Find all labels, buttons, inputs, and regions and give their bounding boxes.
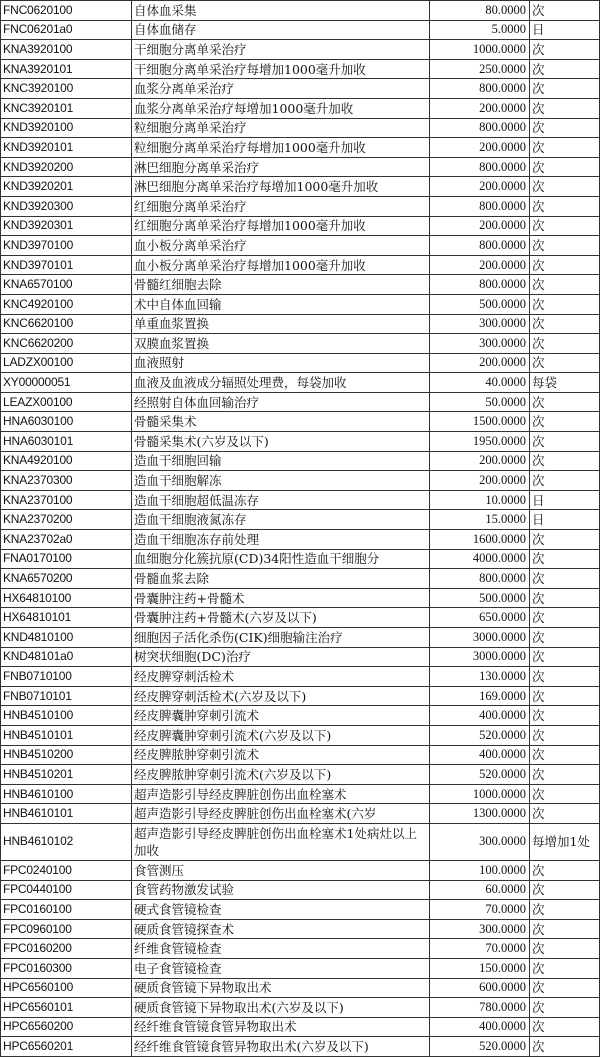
item-code-cell: KNA3920101 [1, 59, 132, 79]
item-price-cell: 10.0000 [430, 490, 530, 510]
item-unit-cell: 次 [530, 451, 600, 471]
table-row [1, 373, 600, 393]
item-code-cell: LADZX00100 [1, 353, 132, 373]
item-price-cell: 250.0000 [430, 59, 530, 79]
table-row [1, 20, 600, 40]
table-row [1, 1017, 600, 1037]
item-unit-cell: 次 [530, 334, 600, 354]
item-price-cell: 200.0000 [430, 471, 530, 491]
item-price-cell: 1950.0000 [430, 432, 530, 452]
table-row [1, 471, 600, 491]
item-name-cell: 经皮脾穿刺活检术 [132, 667, 430, 687]
item-price-cell: 200.0000 [430, 138, 530, 158]
item-code-cell: FNB0710100 [1, 667, 132, 687]
table-row [1, 919, 600, 939]
item-unit-cell: 次 [530, 667, 600, 687]
item-code-cell: HNB4510200 [1, 745, 132, 765]
table-row [1, 569, 600, 589]
item-unit-cell: 次 [530, 549, 600, 569]
item-unit-cell: 次 [530, 412, 600, 432]
item-unit-cell: 次 [530, 900, 600, 920]
item-unit-cell: 次 [530, 686, 600, 706]
item-unit-cell: 次 [530, 804, 600, 824]
table-row [1, 900, 600, 920]
table-row [1, 880, 600, 900]
item-code-cell: FPC0960100 [1, 919, 132, 939]
item-code-cell: KND3920101 [1, 138, 132, 158]
item-name-cell: 粒细胞分离单采治疗 [132, 118, 430, 138]
item-price-cell: 800.0000 [430, 79, 530, 99]
item-code-cell: HPC6560101 [1, 998, 132, 1018]
table-row [1, 40, 600, 60]
item-name-cell: 骨髓采集术(六岁及以下) [132, 432, 430, 452]
item-name-cell: 超声造影引导经皮脾脏创伤出血栓塞术 [132, 784, 430, 804]
item-unit-cell: 次 [530, 392, 600, 412]
item-price-cell: 500.0000 [430, 294, 530, 314]
item-price-cell: 800.0000 [430, 118, 530, 138]
item-unit-cell: 次 [530, 353, 600, 373]
item-price-cell: 800.0000 [430, 157, 530, 177]
item-name-cell: 自体血储存 [132, 20, 430, 40]
item-name-cell: 造血干细胞超低温冻存 [132, 490, 430, 510]
table-row [1, 860, 600, 880]
table-row [1, 118, 600, 138]
item-unit-cell: 次 [530, 530, 600, 550]
item-name-cell: 经纤维食管镜食管异物取出术(六岁及以下) [132, 1037, 430, 1057]
item-price-cell: 200.0000 [430, 98, 530, 118]
table-row [1, 275, 600, 295]
item-price-cell: 300.0000 [430, 314, 530, 334]
item-name-cell: 骨囊肿注药+骨髓术 [132, 588, 430, 608]
item-code-cell: KNC4920100 [1, 294, 132, 314]
item-code-cell: FNB0710101 [1, 686, 132, 706]
table-row [1, 98, 600, 118]
table-row [1, 706, 600, 726]
table-row [1, 549, 600, 569]
item-price-cell: 300.0000 [430, 823, 530, 860]
item-name-cell: 造血干细胞回输 [132, 451, 430, 471]
item-code-cell: HPC6560201 [1, 1037, 132, 1057]
item-price-cell: 100.0000 [430, 860, 530, 880]
item-price-cell: 800.0000 [430, 569, 530, 589]
item-unit-cell: 次 [530, 59, 600, 79]
item-code-cell: HX64810101 [1, 608, 132, 628]
item-unit-cell: 次 [530, 588, 600, 608]
item-unit-cell: 每增加1处 [530, 823, 600, 860]
item-code-cell: HNB4510201 [1, 765, 132, 785]
table-row [1, 236, 600, 256]
item-unit-cell: 次 [530, 1037, 600, 1057]
item-unit-cell: 次 [530, 196, 600, 216]
item-unit-cell: 次 [530, 471, 600, 491]
item-unit-cell: 次 [530, 177, 600, 197]
item-code-cell: FNA0170100 [1, 549, 132, 569]
item-code-cell: KNA6570200 [1, 569, 132, 589]
table-row [1, 157, 600, 177]
item-price-cell: 1300.0000 [430, 804, 530, 824]
item-name-cell: 纤维食管镜检查 [132, 939, 430, 959]
item-name-cell: 硬质食管镜探查术 [132, 919, 430, 939]
item-name-cell: 经皮脾脓肿穿刺引流术 [132, 745, 430, 765]
item-name-cell: 食管测压 [132, 860, 430, 880]
item-unit-cell: 次 [530, 138, 600, 158]
table-row [1, 510, 600, 530]
item-name-cell: 经照射自体血回输治疗 [132, 392, 430, 412]
item-code-cell: FNC0620100 [1, 1, 132, 21]
item-name-cell: 骨髓采集术 [132, 412, 430, 432]
item-name-cell: 血液及血液成分辐照处理费，每袋加收 [132, 373, 430, 393]
table-row [1, 412, 600, 432]
table-row [1, 1, 600, 21]
item-price-cell: 800.0000 [430, 196, 530, 216]
item-unit-cell: 次 [530, 118, 600, 138]
item-name-cell: 血浆分离单采治疗 [132, 79, 430, 99]
item-name-cell: 双膜血浆置换 [132, 334, 430, 354]
item-name-cell: 自体血采集 [132, 1, 430, 21]
item-price-cell: 50.0000 [430, 392, 530, 412]
item-price-cell: 1000.0000 [430, 784, 530, 804]
item-price-cell: 40.0000 [430, 373, 530, 393]
item-unit-cell: 次 [530, 255, 600, 275]
item-unit-cell: 次 [530, 958, 600, 978]
table-row [1, 588, 600, 608]
item-name-cell: 经纤维食管镜食管异物取出术 [132, 1017, 430, 1037]
item-price-cell: 780.0000 [430, 998, 530, 1018]
item-code-cell: KND3920200 [1, 157, 132, 177]
item-unit-cell: 次 [530, 216, 600, 236]
table-row [1, 686, 600, 706]
item-name-cell: 粒细胞分离单采治疗每增加1000毫升加收 [132, 138, 430, 158]
item-price-cell: 3000.0000 [430, 628, 530, 648]
item-name-cell: 术中自体血回输 [132, 294, 430, 314]
item-name-cell: 硬质食管镜下异物取出术 [132, 978, 430, 998]
item-unit-cell: 次 [530, 294, 600, 314]
item-code-cell: KNC6620200 [1, 334, 132, 354]
item-unit-cell: 次 [530, 1017, 600, 1037]
item-code-cell: FPC0160100 [1, 900, 132, 920]
item-price-cell: 80.0000 [430, 1, 530, 21]
item-price-cell: 800.0000 [430, 275, 530, 295]
item-name-cell: 红细胞分离单采治疗每增加1000毫升加收 [132, 216, 430, 236]
item-name-cell: 血小板分离单采治疗每增加1000毫升加收 [132, 255, 430, 275]
item-unit-cell: 次 [530, 608, 600, 628]
item-price-cell: 3000.0000 [430, 647, 530, 667]
item-code-cell: HNB4610100 [1, 784, 132, 804]
table-row [1, 998, 600, 1018]
item-name-cell: 树突状细胞(DC)治疗 [132, 647, 430, 667]
item-price-cell: 300.0000 [430, 919, 530, 939]
item-price-cell: 200.0000 [430, 353, 530, 373]
item-price-cell: 520.0000 [430, 765, 530, 785]
item-price-cell: 70.0000 [430, 939, 530, 959]
table-row [1, 667, 600, 687]
item-price-cell: 169.0000 [430, 686, 530, 706]
item-unit-cell: 次 [530, 939, 600, 959]
item-code-cell: KND3920301 [1, 216, 132, 236]
item-unit-cell: 次 [530, 706, 600, 726]
item-price-cell: 500.0000 [430, 588, 530, 608]
table-row [1, 432, 600, 452]
item-name-cell: 造血干细胞解冻 [132, 471, 430, 491]
item-code-cell: KND48101a0 [1, 647, 132, 667]
item-price-cell: 1000.0000 [430, 40, 530, 60]
item-price-cell: 15.0000 [430, 510, 530, 530]
item-name-cell: 淋巴细胞分离单采治疗每增加1000毫升加收 [132, 177, 430, 197]
item-name-cell: 食管药物激发试验 [132, 880, 430, 900]
item-code-cell: KNA2370100 [1, 490, 132, 510]
item-name-cell: 造血干细胞液氮冻存 [132, 510, 430, 530]
table-row [1, 608, 600, 628]
item-code-cell: KNC6620100 [1, 314, 132, 334]
item-unit-cell: 次 [530, 647, 600, 667]
item-code-cell: HNB4610102 [1, 823, 132, 860]
item-price-cell: 800.0000 [430, 236, 530, 256]
item-code-cell: KND3920100 [1, 118, 132, 138]
item-code-cell: KND3920300 [1, 196, 132, 216]
table-row [1, 294, 600, 314]
item-name-cell: 细胞因子活化杀伤(CIK)细胞输注治疗 [132, 628, 430, 648]
table-row [1, 255, 600, 275]
item-price-cell: 400.0000 [430, 706, 530, 726]
table-row [1, 196, 600, 216]
item-unit-cell: 次 [530, 860, 600, 880]
table-row [1, 745, 600, 765]
item-price-cell: 150.0000 [430, 958, 530, 978]
item-code-cell: FNC06201a0 [1, 20, 132, 40]
item-name-cell: 经皮脾脓肿穿刺引流术(六岁及以下) [132, 765, 430, 785]
item-unit-cell: 次 [530, 40, 600, 60]
item-unit-cell: 次 [530, 1, 600, 21]
table-row [1, 939, 600, 959]
item-code-cell: KND3920201 [1, 177, 132, 197]
item-code-cell: XY00000051 [1, 373, 132, 393]
item-code-cell: KNA23702a0 [1, 530, 132, 550]
item-code-cell: KNA4920100 [1, 451, 132, 471]
table-row [1, 59, 600, 79]
item-name-cell: 硬质食管镜下异物取出术(六岁及以下) [132, 998, 430, 1018]
table-row [1, 628, 600, 648]
item-name-cell: 红细胞分离单采治疗 [132, 196, 430, 216]
fee-table-body [1, 1, 600, 1057]
item-price-cell: 600.0000 [430, 978, 530, 998]
table-row [1, 353, 600, 373]
item-code-cell: KNA2370300 [1, 471, 132, 491]
table-row [1, 314, 600, 334]
item-code-cell: HNB4610101 [1, 804, 132, 824]
item-name-cell: 骨髓血浆去除 [132, 569, 430, 589]
item-unit-cell: 次 [530, 628, 600, 648]
item-code-cell: KNA6570100 [1, 275, 132, 295]
item-name-cell: 干细胞分离单采治疗每增加1000毫升加收 [132, 59, 430, 79]
item-code-cell: KND4810100 [1, 628, 132, 648]
item-code-cell: KND3970100 [1, 236, 132, 256]
item-name-cell: 单重血浆置换 [132, 314, 430, 334]
item-code-cell: KNC3920100 [1, 79, 132, 99]
item-code-cell: HX64810100 [1, 588, 132, 608]
item-unit-cell: 每袋 [530, 373, 600, 393]
item-name-cell: 干细胞分离单采治疗 [132, 40, 430, 60]
item-price-cell: 200.0000 [430, 255, 530, 275]
item-unit-cell: 次 [530, 745, 600, 765]
item-name-cell: 电子食管镜检查 [132, 958, 430, 978]
table-row [1, 530, 600, 550]
item-name-cell: 淋巴细胞分离单采治疗 [132, 157, 430, 177]
item-price-cell: 520.0000 [430, 725, 530, 745]
item-name-cell: 骨囊肿注药+骨髓术(六岁及以下) [132, 608, 430, 628]
item-unit-cell: 次 [530, 432, 600, 452]
item-name-cell: 血细胞分化簇抗原(CD)34阳性造血干细胞分 [132, 549, 430, 569]
table-row [1, 823, 600, 860]
item-name-cell: 血液照射 [132, 353, 430, 373]
item-unit-cell: 次 [530, 569, 600, 589]
item-code-cell: HNB4510100 [1, 706, 132, 726]
table-row [1, 490, 600, 510]
item-code-cell: HPC6560200 [1, 1017, 132, 1037]
table-row [1, 451, 600, 471]
item-name-cell: 造血干细胞冻存前处理 [132, 530, 430, 550]
item-price-cell: 520.0000 [430, 1037, 530, 1057]
item-code-cell: KNA2370200 [1, 510, 132, 530]
item-price-cell: 200.0000 [430, 177, 530, 197]
table-row [1, 177, 600, 197]
item-code-cell: KNA3920100 [1, 40, 132, 60]
item-code-cell: FPC0240100 [1, 860, 132, 880]
item-price-cell: 70.0000 [430, 900, 530, 920]
item-price-cell: 60.0000 [430, 880, 530, 900]
item-unit-cell: 次 [530, 998, 600, 1018]
table-row [1, 804, 600, 824]
item-code-cell: FPC0160200 [1, 939, 132, 959]
table-row [1, 79, 600, 99]
item-name-cell: 经皮脾囊肿穿刺引流术(六岁及以下) [132, 725, 430, 745]
item-code-cell: LEAZX00100 [1, 392, 132, 412]
item-unit-cell: 次 [530, 784, 600, 804]
item-code-cell: FPC0160300 [1, 958, 132, 978]
item-price-cell: 400.0000 [430, 745, 530, 765]
item-price-cell: 200.0000 [430, 216, 530, 236]
item-unit-cell: 日 [530, 510, 600, 530]
item-name-cell: 经皮脾穿刺活检术(六岁及以下) [132, 686, 430, 706]
item-price-cell: 400.0000 [430, 1017, 530, 1037]
item-name-cell: 经皮脾囊肿穿刺引流术 [132, 706, 430, 726]
item-unit-cell: 次 [530, 79, 600, 99]
item-code-cell: HNA6030101 [1, 432, 132, 452]
item-price-cell: 300.0000 [430, 334, 530, 354]
table-row [1, 958, 600, 978]
item-name-cell: 硬式食管镜检查 [132, 900, 430, 920]
item-price-cell: 4000.0000 [430, 549, 530, 569]
item-name-cell: 骨髓红细胞去除 [132, 275, 430, 295]
item-price-cell: 200.0000 [430, 451, 530, 471]
table-row [1, 138, 600, 158]
item-unit-cell: 次 [530, 765, 600, 785]
table-row [1, 392, 600, 412]
item-unit-cell: 次 [530, 314, 600, 334]
table-row [1, 334, 600, 354]
item-code-cell: KND3970101 [1, 255, 132, 275]
item-unit-cell: 次 [530, 978, 600, 998]
item-unit-cell: 日 [530, 490, 600, 510]
item-unit-cell: 次 [530, 236, 600, 256]
item-unit-cell: 次 [530, 880, 600, 900]
item-unit-cell: 次 [530, 275, 600, 295]
item-unit-cell: 次 [530, 725, 600, 745]
item-price-cell: 130.0000 [430, 667, 530, 687]
item-unit-cell: 次 [530, 157, 600, 177]
item-code-cell: HNB4510101 [1, 725, 132, 745]
table-row [1, 1037, 600, 1057]
table-row [1, 978, 600, 998]
item-code-cell: KNC3920101 [1, 98, 132, 118]
table-row [1, 725, 600, 745]
item-unit-cell: 次 [530, 98, 600, 118]
item-price-cell: 1500.0000 [430, 412, 530, 432]
item-name-cell: 超声造影引导经皮脾脏创伤出血栓塞术(六岁 [132, 804, 430, 824]
item-code-cell: FPC0440100 [1, 880, 132, 900]
item-code-cell: HNA6030100 [1, 412, 132, 432]
table-row [1, 784, 600, 804]
item-name-cell: 血浆分离单采治疗每增加1000毫升加收 [132, 98, 430, 118]
item-price-cell: 650.0000 [430, 608, 530, 628]
item-unit-cell: 次 [530, 919, 600, 939]
table-row [1, 647, 600, 667]
table-row [1, 216, 600, 236]
item-price-cell: 5.0000 [430, 20, 530, 40]
item-price-cell: 1600.0000 [430, 530, 530, 550]
item-name-cell: 超声造影引导经皮脾脏创伤出血栓塞术1处病灶以上加收 [132, 823, 430, 860]
item-name-cell: 血小板分离单采治疗 [132, 236, 430, 256]
item-code-cell: HPC6560100 [1, 978, 132, 998]
item-unit-cell: 日 [530, 20, 600, 40]
table-row [1, 765, 600, 785]
